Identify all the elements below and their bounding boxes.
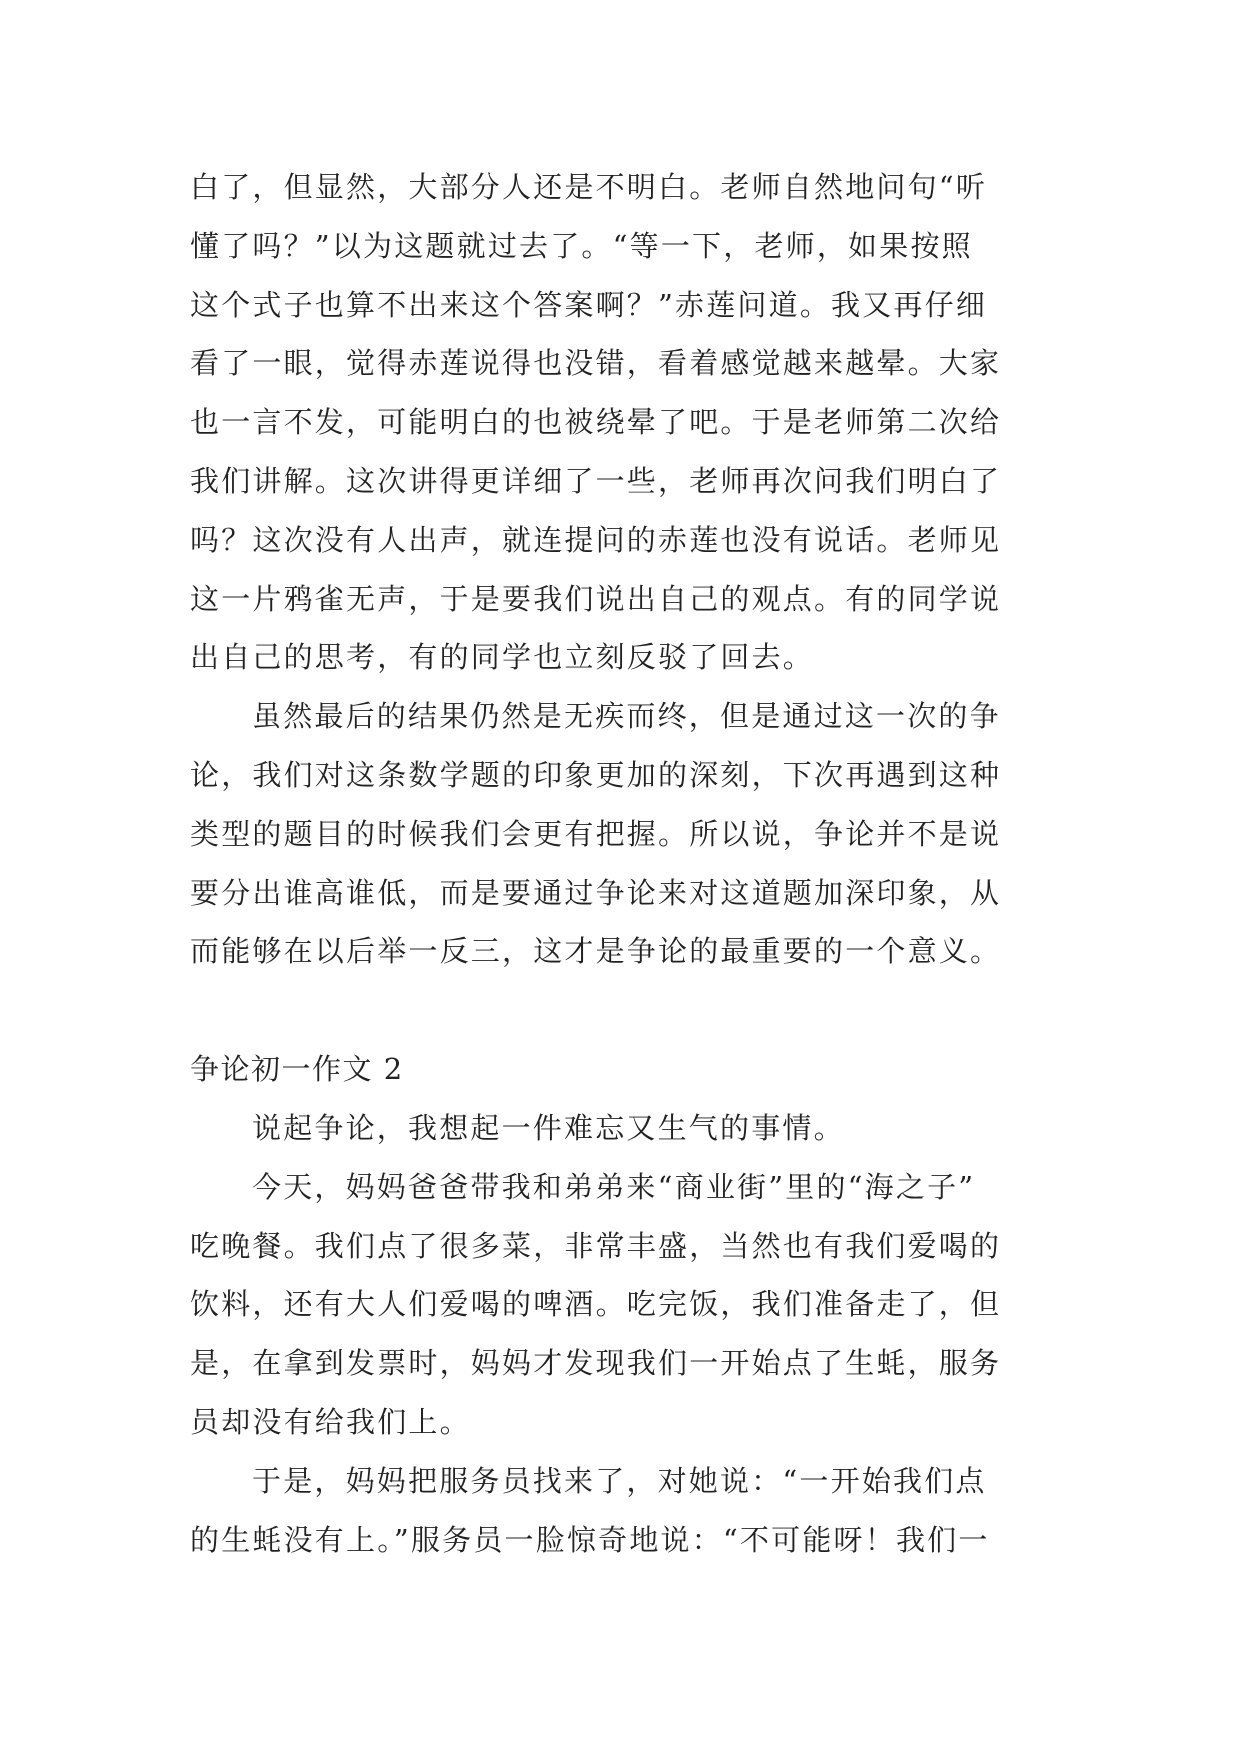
paragraph-waiter [190,1452,1075,1570]
text-line: 的生蚝没有上。”服务员一脸惊奇地说：“不可能呀！我们一 [190,1522,990,1557]
text-line: 员却没有给我们上。 [190,1404,471,1439]
text-line: 懂了吗？”以为这题就过去了。“等一下，老师，如果按照 [190,228,973,263]
text-line: 我们讲解。这次讲得更详细了一些，老师再次问我们明白了 [190,463,1002,498]
text-line: 要分出谁高谁低，而是要通过争论来对这道题加深印象，从 [190,875,1002,910]
text-line: 看了一眼，觉得赤莲说得也没错，看着感觉越来越晕。大家 [190,346,1002,381]
text-line: 于是，妈妈把服务员找来了，对她说：“一开始我们点 [252,1463,987,1498]
text-line: 是，在拿到发票时，妈妈才发现我们一开始点了生蚝，服务 [190,1346,1002,1381]
text-line: 类型的题目的时候我们会更有把握。所以说，争论并不是说 [190,816,1002,851]
paragraph-intro: 说起争论，我想起一件难忘又生气的事情。 [252,1110,845,1145]
text-line: 也一言不发，可能明白的也被绕晕了吧。于是老师第二次给 [190,405,1002,440]
text-line: 虽然最后的结果仍然是无疾而终，但是通过这一次的争 [252,699,1001,734]
text-line: 出自己的思考，有的同学也立刻反驳了回去。 [190,640,815,675]
section-heading: 争论初一作文 2 [190,1052,404,1087]
text-line: 吗？这次没有人出声，就连提问的赤莲也没有说话。老师见 [190,522,1002,557]
paragraph-restaurant [190,1158,1075,1452]
paragraph-classroom [190,158,1075,687]
text-line: 这一片鸦雀无声，于是要我们说出自己的观点。有的同学说 [190,581,1002,616]
text-line: 饮料，还有大人们爱喝的啤酒。吃完饭，我们准备走了，但 [190,1287,1002,1322]
text-line: 而能够在以后举一反三，这才是争论的最重要的一个意义。 [190,934,1002,969]
text-line: 今天，妈妈爸爸带我和弟弟来“商业街”里的“海之子” [252,1169,976,1204]
section-gap [190,981,1075,1040]
text-line: 吃晚餐。我们点了很多菜，非常丰盛，当然也有我们爱喝的 [190,1228,1002,1263]
document-body [190,158,1075,1569]
paragraph-conclusion [190,687,1075,981]
text-line: 论，我们对这条数学题的印象更加的深刻，下次再遇到这种 [190,757,1002,792]
text-line: 这个式子也算不出来这个答案啊？”赤莲问道。我又再仔细 [190,287,988,322]
text-line: 白了，但显然，大部分人还是不明白。老师自然地问句“听 [190,170,988,204]
